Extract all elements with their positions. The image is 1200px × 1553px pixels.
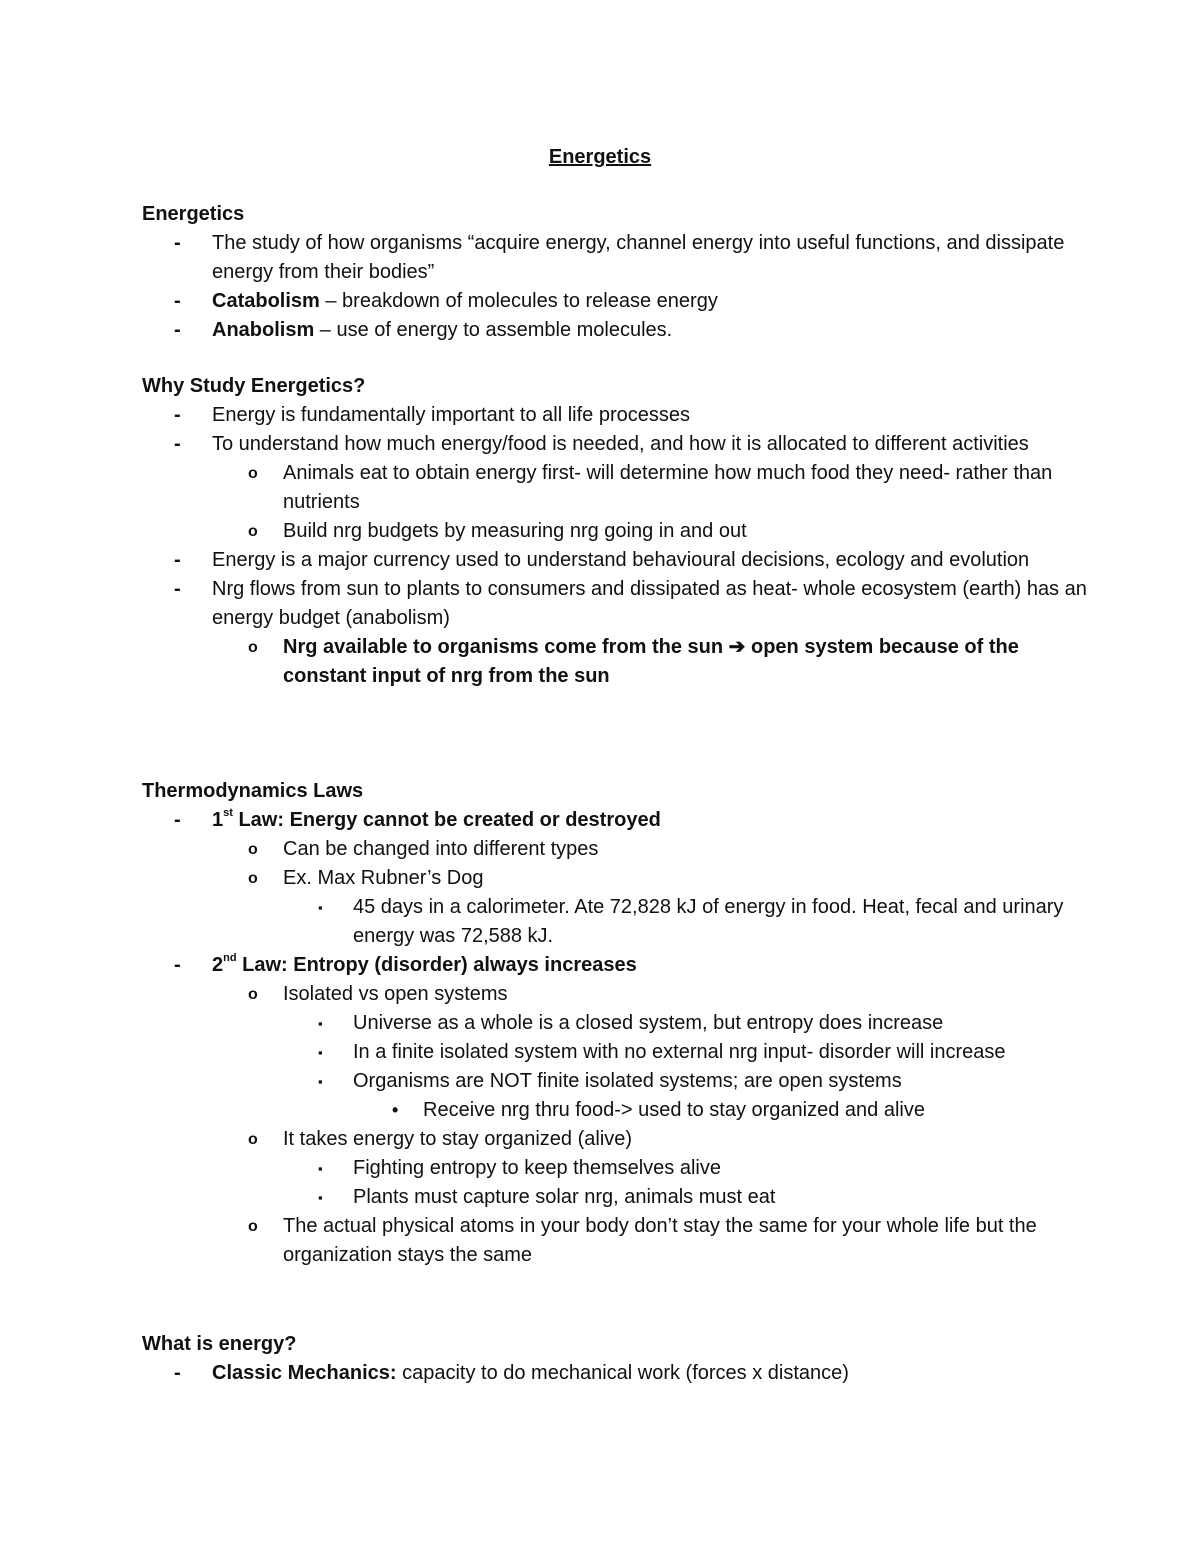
circle-bullet: o xyxy=(248,1131,258,1148)
list-item xyxy=(142,806,1092,835)
section-heading: Thermodynamics Laws xyxy=(142,780,364,802)
list-item-text: – breakdown of molecules to release energy xyxy=(319,290,718,312)
dash-bullet: - xyxy=(174,809,181,831)
list-item-text: Organisms are NOT finite isolated systems; are open systems xyxy=(353,1070,902,1092)
square-bullet: ▪ xyxy=(318,1016,323,1031)
list-item-text: The actual physical atoms in your body don’t stay the same for your whole life but the organization stays the same xyxy=(283,1215,1037,1266)
list-item xyxy=(142,517,1092,546)
list-item xyxy=(142,287,1092,316)
list-item xyxy=(142,401,1092,430)
law-ordinal: st xyxy=(223,807,233,820)
section-why-study xyxy=(142,372,1092,691)
section-heading: Why Study Energetics? xyxy=(142,375,366,397)
list-item-text: Energy is a major currency used to understand behavioural decisions, ecology and evolution xyxy=(212,549,1030,571)
list-item xyxy=(142,1154,1092,1183)
dash-bullet: - xyxy=(174,578,181,600)
dot-bullet: • xyxy=(392,1100,399,1120)
list-item-text: In a finite isolated system with no external nrg input- disorder will increase xyxy=(353,1041,1006,1063)
section-heading: Energetics xyxy=(142,203,245,225)
list-item-text: The study of how organisms “acquire energy, channel energy into useful functions, and dissipate energy from their bodies” xyxy=(212,232,1065,283)
list-item xyxy=(142,951,1092,980)
term-anabolism: Anabolism xyxy=(212,319,315,341)
list-item-text: Nrg flows from sun to plants to consumers and dissipated as heat- whole ecosystem (earth) has an energy budget (anabolism) xyxy=(212,578,1087,629)
list-item xyxy=(142,229,1092,287)
list-item-text: – use of energy to assemble molecules. xyxy=(314,319,673,341)
list-item-text: Law: Energy cannot be created or destroyed xyxy=(232,809,661,831)
list-item xyxy=(142,835,1092,864)
dash-bullet: - xyxy=(174,1362,181,1384)
list-item-text: Energy is fundamentally important to all life processes xyxy=(212,404,691,426)
law-ordinal: nd xyxy=(223,952,237,965)
dash-bullet: - xyxy=(174,954,181,976)
list-item-text: Build nrg budgets by measuring nrg going in and out xyxy=(283,520,747,542)
list-item xyxy=(142,1183,1092,1212)
dash-bullet: - xyxy=(174,232,181,254)
square-bullet: ▪ xyxy=(318,900,323,915)
circle-bullet: o xyxy=(248,465,258,482)
list-item-text: Animals eat to obtain energy first- will determine how much food they need- rather than nutrients xyxy=(283,462,1053,513)
list-item-text: Law: Entropy (disorder) always increases xyxy=(236,954,637,976)
list-item-text: Ex. Max Rubner’s Dog xyxy=(283,867,484,889)
circle-bullet: o xyxy=(248,841,258,858)
dash-bullet: - xyxy=(174,290,181,312)
list-item xyxy=(142,316,1092,345)
list-item xyxy=(142,864,1092,893)
square-bullet: ▪ xyxy=(318,1190,323,1205)
list-item-text: capacity to do mechanical work (forces x distance) xyxy=(396,1362,849,1384)
term-classic-mechanics: Classic Mechanics: xyxy=(212,1362,397,1384)
list-item xyxy=(142,980,1092,1009)
arrow-right-icon: ➔ xyxy=(728,636,746,658)
list-item xyxy=(142,1009,1092,1038)
dash-bullet: - xyxy=(174,433,181,455)
list-item xyxy=(142,575,1092,633)
list-item xyxy=(142,459,1092,517)
list-item xyxy=(142,1125,1092,1154)
circle-bullet: o xyxy=(248,639,258,656)
list-item xyxy=(142,1359,1092,1388)
list-item-text: Can be changed into different types xyxy=(283,838,599,860)
section-what-is-energy xyxy=(142,1330,1092,1388)
section-heading: What is energy? xyxy=(142,1333,297,1355)
term-catabolism: Catabolism xyxy=(212,290,320,312)
square-bullet: ▪ xyxy=(318,1161,323,1176)
list-item xyxy=(142,893,1092,951)
circle-bullet: o xyxy=(248,1218,258,1235)
document-title: Energetics xyxy=(548,146,652,168)
dash-bullet: - xyxy=(174,319,181,341)
list-item-text: Nrg available to organisms come from the sun xyxy=(283,636,729,658)
section-energetics xyxy=(142,200,1092,345)
circle-bullet: o xyxy=(248,523,258,540)
square-bullet: ▪ xyxy=(318,1074,323,1089)
dash-bullet: - xyxy=(174,404,181,426)
law-number: 1 xyxy=(212,809,224,831)
list-item xyxy=(142,1096,1092,1125)
list-item-text: open system because of the constant input of nrg from the sun xyxy=(283,636,1019,687)
list-item-text: Universe as a whole is a closed system, but entropy does increase xyxy=(353,1012,944,1034)
list-item xyxy=(142,1038,1092,1067)
list-item-text: Isolated vs open systems xyxy=(283,983,508,1005)
circle-bullet: o xyxy=(248,986,258,1003)
list-item-text: Plants must capture solar nrg, animals must eat xyxy=(353,1186,776,1208)
dash-bullet: - xyxy=(174,549,181,571)
list-item xyxy=(142,1067,1092,1096)
list-item xyxy=(142,430,1092,459)
list-item-text: Receive nrg thru food-> used to stay organized and alive xyxy=(423,1099,925,1121)
list-item-text: To understand how much energy/food is needed, and how it is allocated to different activities xyxy=(212,433,1029,455)
square-bullet: ▪ xyxy=(318,1045,323,1060)
list-item-text: Fighting entropy to keep themselves alive xyxy=(353,1157,721,1179)
list-item xyxy=(142,1212,1092,1270)
law-number: 2 xyxy=(212,954,224,976)
list-item-text: It takes energy to stay organized (alive) xyxy=(283,1128,633,1150)
list-item-text: 45 days in a calorimeter. Ate 72,828 kJ of energy in food. Heat, fecal and urinary energy was 72,588 kJ. xyxy=(353,896,1064,947)
circle-bullet: o xyxy=(248,870,258,887)
list-item xyxy=(142,633,1092,691)
list-item xyxy=(142,546,1092,575)
section-thermodynamics xyxy=(142,777,1092,1270)
